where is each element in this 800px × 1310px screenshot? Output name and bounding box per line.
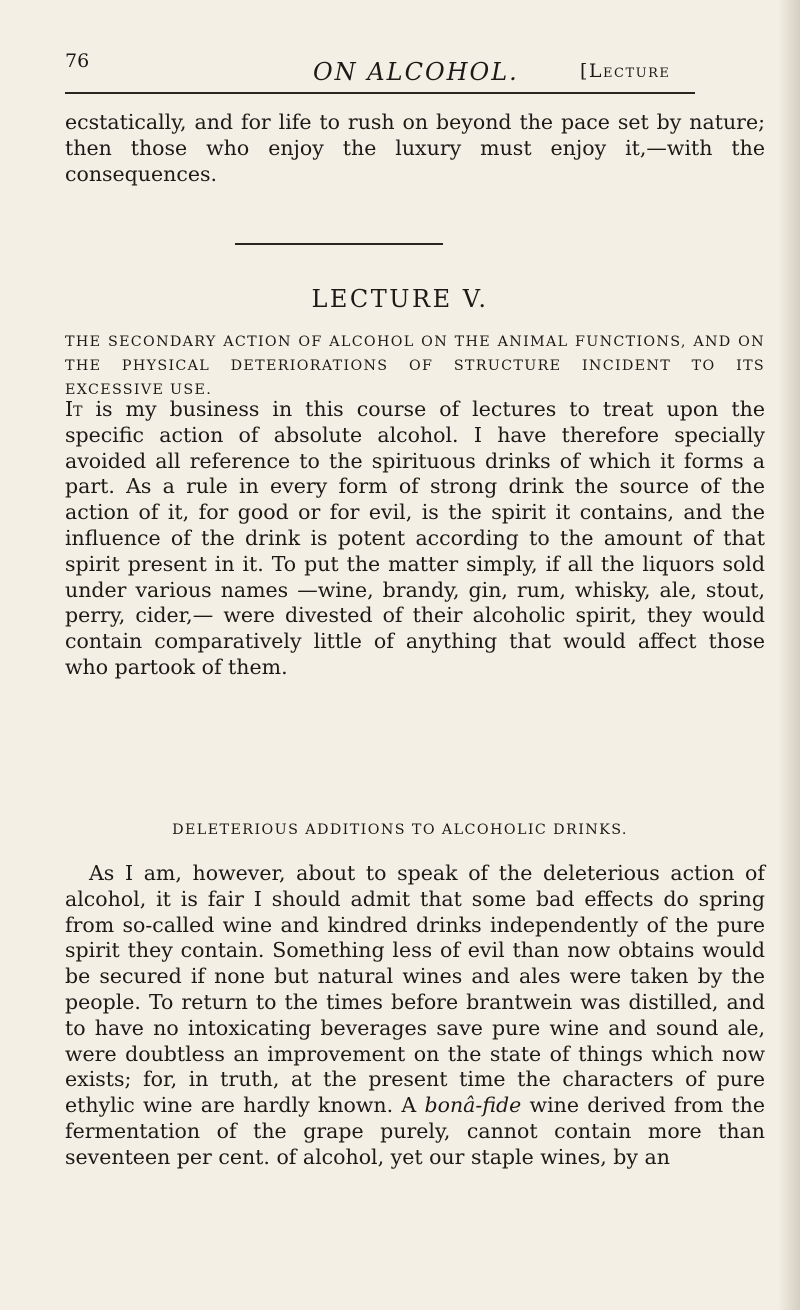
paragraph-text-part-a: As I am, however, about to speak of the deleterious action of alcohol, it is fair I should admit that some bad effects do spring from so-called wine and kindred drinks independently of the pure spirit they contain. Something less of evil than now obtains would be secured if none but natural wines and ales were taken by the people. To return to the times before brantwein was distilled, and to have no intoxicating beverages save pure wine and sound ale, were doubtless an improvement on the state of things which now exists; for, in truth, at the present time the characters of pure ethylic wine are hardly known. A <box>65 861 765 1118</box>
paragraph-text: is my business in this course of lectures to treat upon the specific action of absolute alcohol. I have therefore specially avoided all reference to the spirituous drinks of which it forms a part. As a rule in every form of strong drink the source of the action of it, for good or for evil, is the spirit it contains, and the influence of the drink is potent according to the amount of that spirit present in it. To put the matter simply, if all the liquors sold under various names —wine, brandy, gin, rum, whisky, ale, stout, perry, cider,— were divested of their alcoholic spirit, they would contain comparatively little of anything that would affect those who partook of them. <box>65 397 765 679</box>
section-divider <box>235 243 443 245</box>
italic-term: bonâ-fide <box>424 1093 522 1118</box>
lecture-subtitle: THE SECONDARY ACTION OF ALCOHOL ON THE ANIMAL FUNCTIONS, AND ON THE PHYSICAL DETERIORATIONS OF STRUCTURE INCIDENT TO ITS EXCESSIVE USE. <box>65 334 765 398</box>
running-header <box>65 50 785 90</box>
lecture-heading: LECTURE V. <box>311 285 489 313</box>
opening-paragraph <box>65 397 765 681</box>
running-section: [Lecture <box>580 60 671 82</box>
section-heading: DELETERIOUS ADDITIONS TO ALCOHOLIC DRINKS. <box>172 822 628 838</box>
paragraph-lead-word: It <box>65 397 83 421</box>
page-edge-shadow <box>778 0 800 1310</box>
header-rule <box>65 92 695 94</box>
running-title: ON ALCOHOL. <box>313 58 519 86</box>
page-number: 76 <box>65 50 90 72</box>
paragraph-text-part-b: wine derived from the fermentation of the grape purely, cannot contain more than seventeen per cent. of alcohol, yet our staple wines, by an <box>65 1093 765 1169</box>
deleterious-paragraph <box>65 861 765 1171</box>
continued-paragraph: ecstatically, and for life to rush on beyond the pace set by nature; then those who enjoy the luxury must enjoy it,—with the consequences. <box>65 110 765 186</box>
